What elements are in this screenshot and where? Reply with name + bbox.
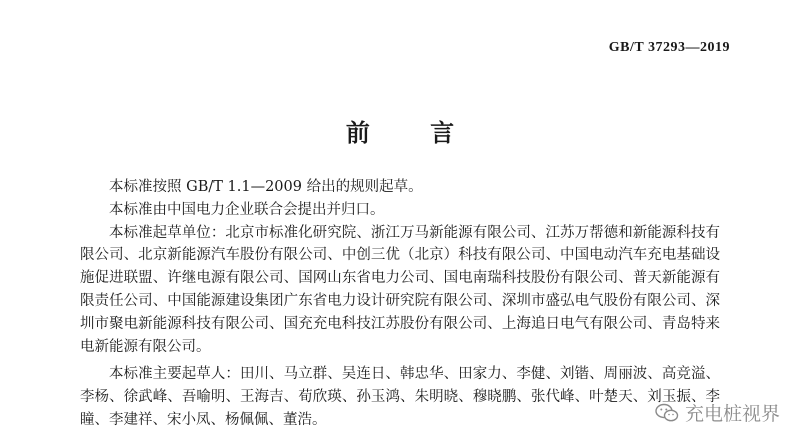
paragraph-proposer: 本标准由中国电力企业联合会提出并归口。 xyxy=(109,201,385,218)
paragraph-main-drafters: 本标准主要起草人：田川、马立群、吴连日、韩忠华、田家力、李健、刘锴、周丽波、高竞溢、李杨、徐武峰、吾喻明、王海吉、荀欣瑛、孙玉鸿、朱明晓、穆晓鹏、张代峰、叶楚天、刘玉振、李瞳、李建祥、宋小凤、杨佩佩、董浩。 xyxy=(80,366,720,428)
paragraph-drafting-units: 本标准起草单位：北京市标准化研究院、浙江万马新能源有限公司、江苏万帮德和新能源科技有限公司、北京新能源汽车股份有限公司、中创三优（北京）科技有限公司、中国电动汽车充电基础设施促进联盟、许继电源有限公司、国网山东省电力公司、国电南瑞科技股份有限公司、普天新能源有限责任公司、中国能源建设集团广东省电力设计研究院有限公司、深圳市盛弘电气股份有限公司、深圳市聚电新能源科技有限公司、国充充电科技江苏股份有限公司、上海追日电气有限公司、青岛特来电新能源有限公司。 xyxy=(80,224,720,355)
document-body xyxy=(80,176,720,432)
paragraph-drafting-rules: 本标准按照 GB/T 1.1—2009 给出的规则起草。 xyxy=(109,179,423,195)
wechat-icon xyxy=(655,403,679,423)
watermark xyxy=(655,399,780,426)
watermark-text: 充电桩视界 xyxy=(684,403,780,425)
page-title: 前 言 xyxy=(345,118,481,147)
standard-number: GB/T 37293—2019 xyxy=(608,40,730,55)
